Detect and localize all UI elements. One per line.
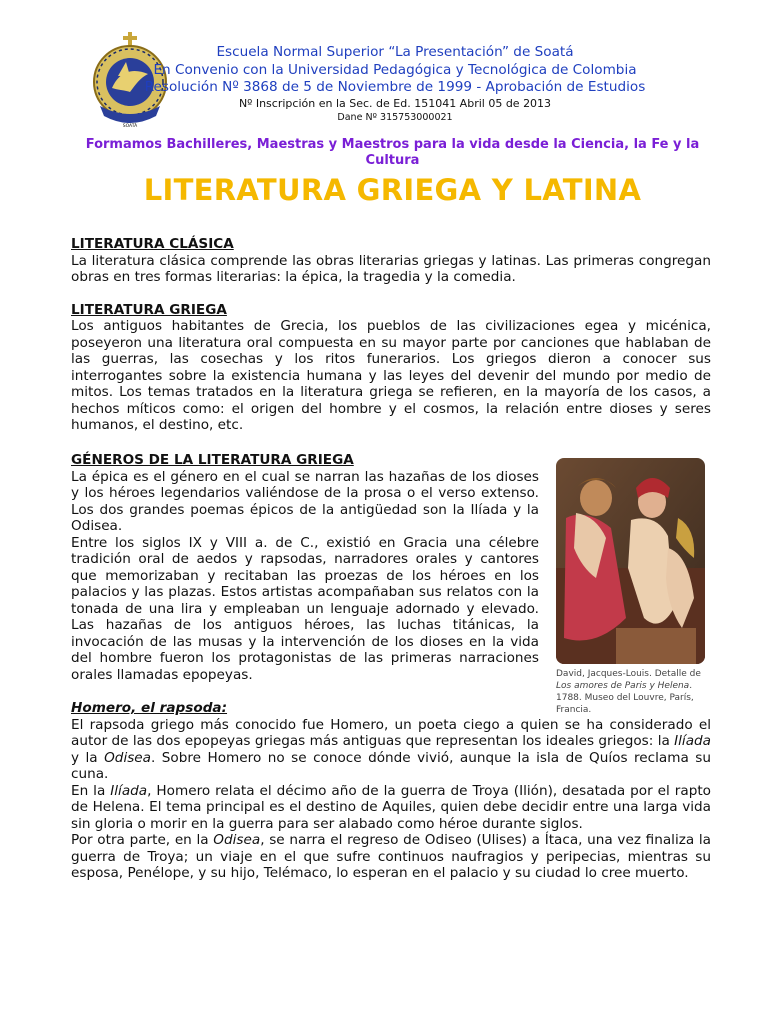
intro-sections: [71, 236, 711, 434]
heading-literatura-griega: LITERATURA GRIEGA: [71, 301, 227, 318]
header-dane: Dane Nº 315753000021: [337, 111, 453, 123]
header-registration: Nº Inscripción en la Sec. de Ed. 151041 Abril 05 de 2013: [238, 96, 552, 110]
section-homero: [71, 700, 711, 882]
page-title: LITERATURA GRIEGA Y LATINA: [143, 173, 642, 207]
document-header: [0, 0, 768, 130]
header-text-block: [100, 44, 690, 124]
school-motto: Formamos Bachilleres, Maestras y Maestros para la vida desde la Ciencia, la Fe y la Cultura: [85, 137, 700, 168]
header-school-name: Escuela Normal Superior “La Presentación” de Soatá: [216, 44, 574, 60]
paragraph-homero-intro: El rapsoda griego más conocido fue Homero, un poeta ciego a quien se ha considerado el autor de las dos epopeyas griegas más antiguas que representan los ideales griegos: la Ilíada y la Odisea. Sobre Homero no se conoce dónde vivió, aunque la isla de Quíos reclama su cuna.: [71, 716, 711, 782]
seal-place-text: SOATÁ: [122, 124, 138, 129]
caption-author: David, Jacques-Louis. Detalle de: [556, 669, 701, 679]
painting-image: [556, 458, 705, 664]
caption-location: . 1788. Museo del Louvre, París, Francia.: [556, 681, 694, 715]
section-generos: [71, 452, 539, 683]
paragraph-tradicion-oral: Entre los siglos IX y VIII a. de C., existió en Gracia una célebre tradición oral de aedos y rapsodas, narradores orales y cantores que memorizaban y recitaban las proezas de los héroes en los palacios y las plazas. Estos artistas acompañaban sus relatos con la tonada de una lira y empleaban un lenguaje adornado y elevado. Las hazañas de los antiguos héroes, las luchas titánicas, la invocación de las musas y la intervención de los dioses en la vida del hombre fueron los protagonistas de las primeras narraciones orales llamadas epopeyas.: [71, 534, 539, 683]
caption-work-title: Los amores de Paris y Helena: [556, 681, 690, 691]
paragraph-odisea: Por otra parte, en la Odisea, se narra el regreso de Odiseo (Ulises) a Ítaca, una vez finaliza la guerra de Troya; un viaje en el que sufre continuos naufragios y peripecias, mientras su esposa, Penélope, y su hijo, Telémaco, lo esperan en el palacio y su ciudad lo cree muerto.: [71, 832, 711, 881]
paragraph-literatura-clasica: La literatura clásica comprende las obras literarias griegas y latinas. Las primeras congregan obras en tres formas literarias: la épica, la tragedia y la comedia.: [71, 252, 711, 285]
paragraph-literatura-griega: Los antiguos habitantes de Grecia, los pueblos de las civilizaciones egea y micénica, poseyeron una literatura oral compuesta en su mayor parte por canciones que hablaban de las guerras, las cosechas y los ritos funerarios. Los griegos dieron a conocer sus interrogantes sobre la existencia humana y las leyes del devenir del mundo por medio de mitos. Los temas tratados en la literatura griega se refieren, en la mayoría de los casos, a hechos míticos como: el origen del hombre y el cosmos, la relación entre dioses y seres humanos, el destino, etc.: [71, 318, 711, 433]
heading-generos: GÉNEROS DE LA LITERATURA GRIEGA: [71, 452, 354, 468]
header-agreement: En Convenio con la Universidad Pedagógica y Tecnológica de Colombia: [153, 61, 637, 78]
paragraph-iliada: En la Ilíada, Homero relata el décimo año de la guerra de Troya (Ilión), desatada por el rapto de Helena. El tema principal es el destino de Aquiles, quien debe decidir entre una larga vida sin gloria o morir en la guerra para ser alabado como héroe durante siglos.: [71, 782, 711, 832]
heading-literatura-clasica: LITERATURA CLÁSICA: [71, 236, 234, 252]
paragraph-epica: La épica es el género en el cual se narran las hazañas de los dioses y los héroes legendarios valiéndose de la prosa o el verso extenso. Los dos grandes poemas épicos de la antigüedad son la Ilíada y la Odisea.: [71, 468, 539, 534]
header-resolution: Resolución Nº 3868 de 5 de Noviembre de 1999 - Aprobación de Estudios: [144, 79, 646, 95]
heading-homero: Homero, el rapsoda:: [71, 700, 228, 716]
